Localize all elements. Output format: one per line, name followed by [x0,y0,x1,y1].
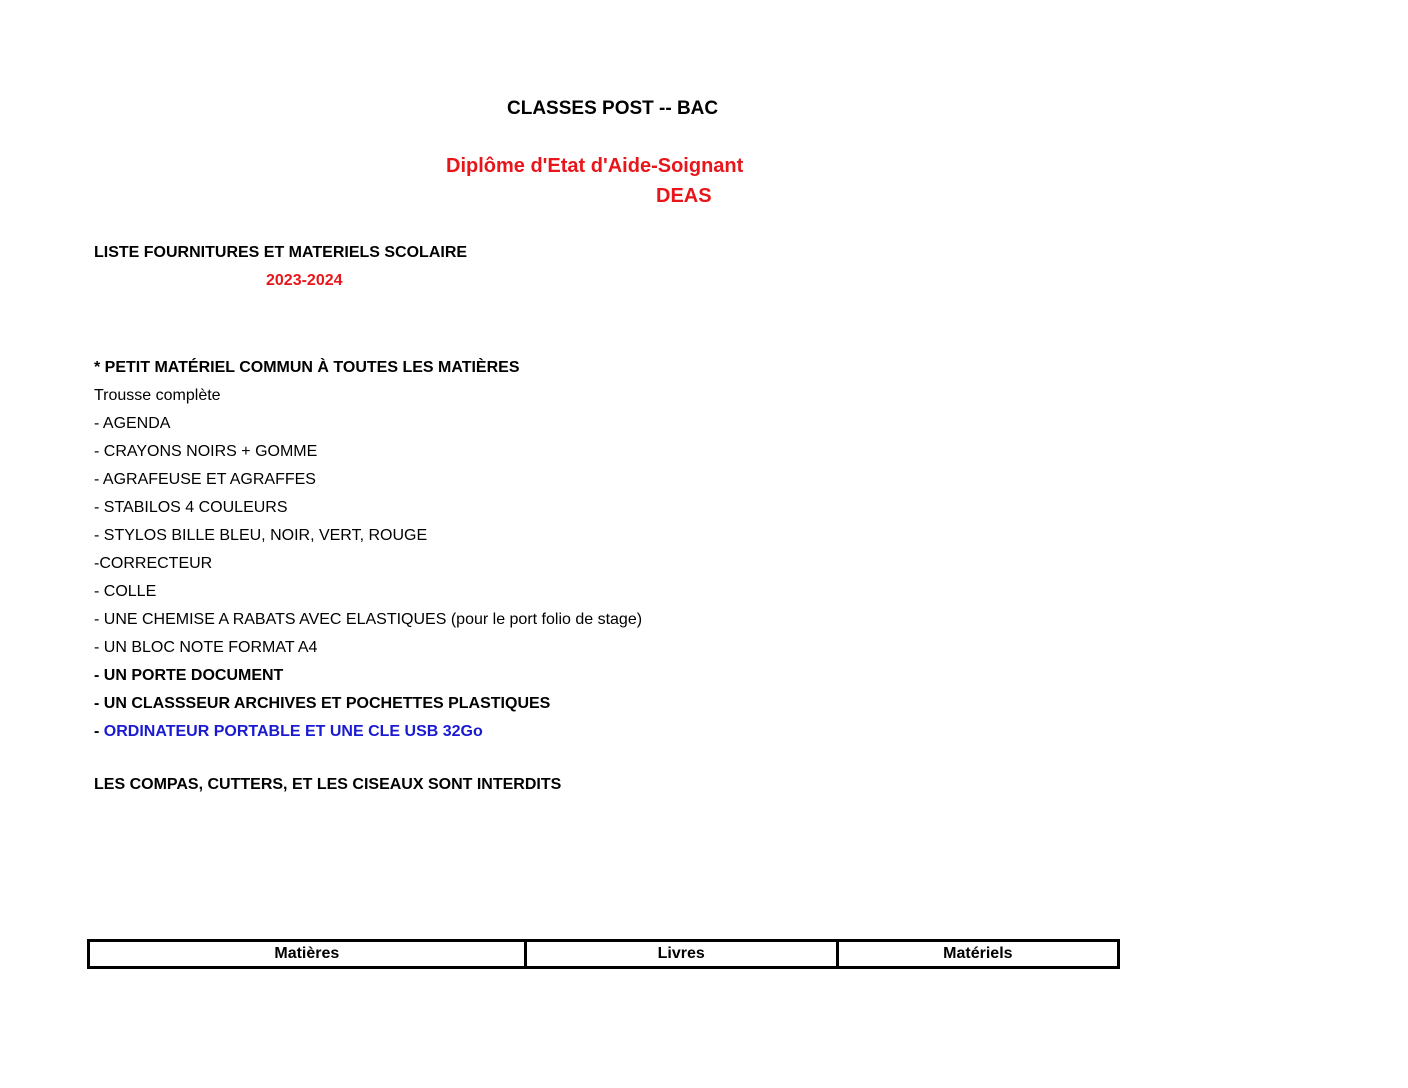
list-item: - STABILOS 4 COULEURS [94,499,288,516]
list-item: - CRAYONS NOIRS + GOMME [94,443,318,460]
page-title: CLASSES POST -- BAC [507,98,719,119]
list-item: - UN BLOC NOTE FORMAT A4 [94,639,318,656]
list-item-laptop [94,718,642,746]
list-item: - STYLOS BILLE BLEU, NOIR, VERT, ROUGE [94,527,428,544]
list-item: - UNE CHEMISE A RABATS AVEC ELASTIQUES (pour le port folio de stage) [94,611,643,628]
list-item: - AGENDA [94,415,171,432]
list-item-laptop-text: ORDINATEUR PORTABLE ET UNE CLE USB 32Go [103,723,483,740]
list-item-common-supplies-heading: * PETIT MATÉRIEL COMMUN À TOUTES LES MATIÈRES [94,359,520,376]
list-heading: LISTE FOURNITURES ET MATERIELS SCOLAIRE [94,244,468,261]
list-item: - AGRAFEUSE ET AGRAFFES [94,471,316,488]
column-header-materials: Matériels [837,941,1118,968]
diploma-title: Diplôme d'Etat d'Aide-Soignant [446,155,744,177]
list-item: - UN PORTE DOCUMENT [94,667,284,684]
school-year: 2023-2024 [266,272,343,289]
list-item: -CORRECTEUR [94,555,213,572]
list-item-prefix: - [94,723,104,740]
list-item: Trousse complète [94,387,221,404]
table-header-row [89,941,1119,968]
supplies-table [87,939,1120,969]
list-item: - UN CLASSSEUR ARCHIVES ET POCHETTES PLASTIQUES [94,695,551,712]
diploma-abbreviation: DEAS [656,185,712,207]
list-item: - COLLE [94,583,157,600]
forbidden-items-warning: LES COMPAS, CUTTERS, ET LES CISEAUX SONT INTERDITS [94,776,562,793]
column-header-books: Livres [525,941,837,968]
column-header-subjects: Matières [89,941,526,968]
supplies-list [94,354,642,746]
